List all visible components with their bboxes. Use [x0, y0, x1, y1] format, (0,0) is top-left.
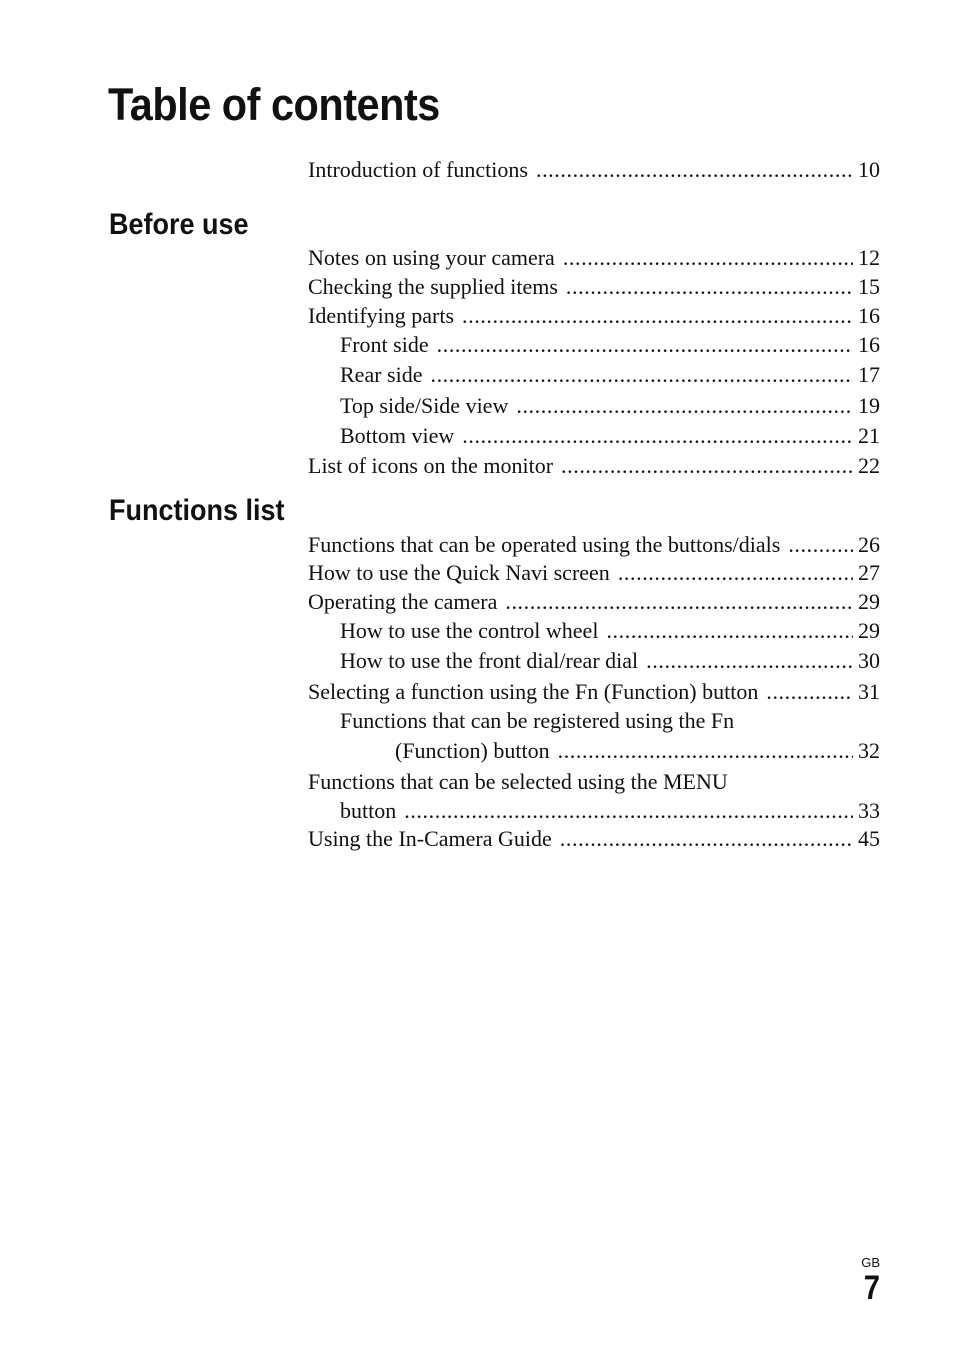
toc-entry-page: 29 [858, 589, 880, 614]
toc-entry-label: Checking the supplied items [308, 274, 558, 299]
toc-entry-list-of-icons[interactable] [308, 453, 880, 479]
dot-leader [404, 798, 853, 824]
dot-leader [462, 303, 853, 329]
page-footer [861, 1256, 880, 1305]
toc-entry-page: 16 [858, 332, 880, 357]
toc-entry-notes-on-using[interactable] [308, 245, 880, 271]
toc-entry-page: 33 [858, 798, 880, 823]
dot-leader [563, 245, 853, 271]
toc-entry-label: Functions that can be operated using the buttons/dials [308, 532, 781, 557]
toc-entry-menu-label[interactable]: Functions that can be selected using the MENU [308, 769, 728, 794]
toc-entry-front-rear-dial[interactable] [340, 648, 880, 674]
toc-entry-top-side-view[interactable] [340, 393, 880, 419]
toc-entry-label: Operating the camera [308, 589, 498, 614]
toc-entry-label: List of icons on the monitor [308, 453, 554, 478]
dot-leader [618, 560, 853, 586]
dot-leader [560, 826, 853, 852]
page-title: Table of contents [108, 79, 440, 130]
toc-entry-label: Notes on using your camera [308, 245, 555, 270]
toc-entry-page: 16 [858, 303, 880, 328]
toc-entry-label: (Function) button [395, 738, 550, 763]
toc-entry-page: 19 [858, 393, 880, 418]
toc-entry-quick-navi[interactable] [308, 560, 880, 586]
dot-leader [561, 453, 853, 479]
dot-leader [430, 362, 853, 388]
dot-leader [766, 679, 853, 705]
toc-entry-bottom-view[interactable] [340, 423, 880, 449]
toc-entry-page: 45 [858, 826, 880, 851]
toc-entry-checking-items[interactable] [308, 274, 880, 300]
toc-entry-functions-buttons-dials[interactable] [308, 532, 880, 558]
footer-page-number: 7 [863, 1269, 880, 1307]
section-heading-functions-list: Functions list [109, 494, 285, 527]
dot-leader [462, 423, 853, 449]
toc-entry-page: 29 [858, 618, 880, 643]
toc-entry-front-side[interactable] [340, 332, 880, 358]
toc-entry-page: 15 [858, 274, 880, 299]
toc-entry-label: Rear side [340, 362, 423, 387]
toc-entry-label: Front side [340, 332, 429, 357]
dot-leader [566, 274, 853, 300]
section-heading-before-use: Before use [109, 208, 249, 241]
toc-entry-page: 30 [858, 648, 880, 673]
toc-entry-page: 27 [858, 560, 880, 585]
toc-entry-label: Bottom view [340, 423, 455, 448]
toc-entry-label: Top side/Side view [340, 393, 509, 418]
toc-entry-page: 10 [858, 157, 880, 182]
dot-leader [558, 738, 853, 764]
toc-entry-in-camera-guide[interactable] [308, 826, 880, 852]
toc-entry-page: 12 [858, 245, 880, 270]
dot-leader [536, 157, 853, 183]
toc-entry-label: How to use the control wheel [340, 618, 599, 643]
dot-leader [516, 393, 853, 419]
toc-entry-page: 17 [858, 362, 880, 387]
toc-entry-label: Introduction of functions [308, 157, 528, 182]
toc-entry-menu-button[interactable] [340, 798, 880, 824]
toc-entry-fn-button[interactable] [308, 679, 880, 705]
toc-entry-label: button [340, 798, 397, 823]
toc-entry-introduction[interactable] [308, 157, 880, 183]
toc-entry-page: 21 [858, 423, 880, 448]
dot-leader [788, 532, 853, 558]
toc-entry-label: How to use the Quick Navi screen [308, 560, 610, 585]
toc-entry-page: 26 [858, 532, 880, 557]
toc-entry-identifying-parts[interactable] [308, 303, 880, 329]
toc-entry-label: How to use the front dial/rear dial [340, 648, 639, 673]
dot-leader [606, 618, 853, 644]
toc-entry-control-wheel[interactable] [340, 618, 880, 644]
toc-entry-page: 31 [858, 679, 880, 704]
toc-entry-fn-registered[interactable] [395, 738, 880, 764]
toc-entry-label: Selecting a function using the Fn (Function) button [308, 679, 759, 704]
toc-entry-label: Using the In-Camera Guide [308, 826, 552, 851]
toc-entry-page: 32 [858, 738, 880, 763]
dot-leader [646, 648, 853, 674]
toc-entry-rear-side[interactable] [340, 362, 880, 388]
footer-language-code: GB [861, 1255, 880, 1270]
dot-leader [437, 332, 853, 358]
toc-entry-label: Identifying parts [308, 303, 455, 328]
toc-entry-operating-camera[interactable] [308, 589, 880, 615]
toc-entry-page: 22 [858, 453, 880, 478]
toc-entry-fn-registered-label[interactable]: Functions that can be registered using the Fn [340, 708, 735, 733]
dot-leader [505, 589, 853, 615]
